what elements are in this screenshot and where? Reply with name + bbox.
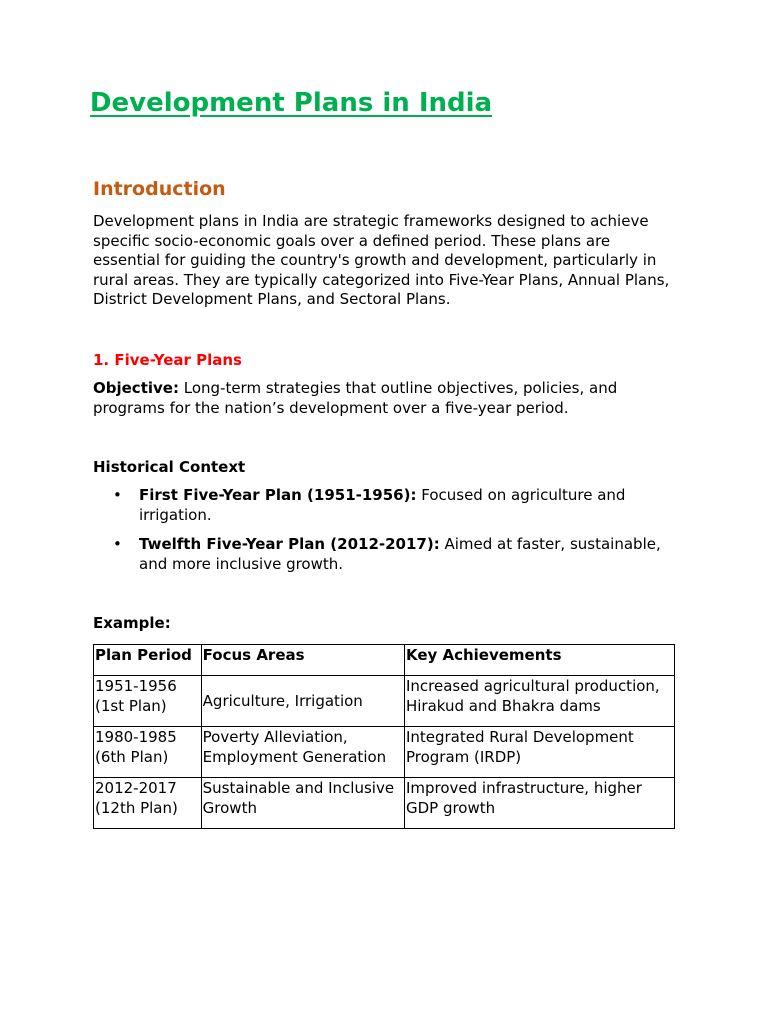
bullet-icon: • <box>113 486 122 504</box>
document-title: Development Plans in India <box>89 88 493 118</box>
cell-focus-areas: Poverty Alleviation, Employment Generation <box>201 727 404 778</box>
table-row <box>94 727 675 778</box>
column-header-focus-areas: Focus Areas <box>201 645 404 676</box>
list-item-label: Twelfth Five-Year Plan (2012-2017): <box>139 535 440 554</box>
list-item-text: Focused on agriculture and irrigation. <box>139 486 626 524</box>
introduction-heading: Introduction <box>93 178 226 200</box>
cell-key-achievements: Increased agricultural production, Hirakud and Bhakra dams <box>404 676 674 727</box>
cell-focus-areas: Sustainable and Inclusive Growth <box>201 778 404 829</box>
historical-context-list <box>93 486 675 584</box>
historical-context-heading: Historical Context <box>93 458 246 476</box>
example-heading: Example: <box>93 614 171 632</box>
table-header-row <box>94 645 675 676</box>
objective-label: Objective: <box>93 379 179 397</box>
cell-key-achievements: Integrated Rural Development Program (IRDP) <box>404 727 674 778</box>
list-item-label: First Five-Year Plan (1951-1956): <box>139 486 417 504</box>
column-header-plan-period: Plan Period <box>94 645 202 676</box>
bullet-icon: • <box>113 535 122 554</box>
cell-plan-period: 1951-1956 (1st Plan) <box>94 676 202 727</box>
plans-table <box>93 644 675 829</box>
objective-text: Long-term strategies that outline objectives, policies, and programs for the nation’s development over a five-year period. <box>93 379 618 417</box>
list-item <box>93 535 675 574</box>
cell-focus-areas: Agriculture, Irrigation <box>201 676 404 727</box>
table-row <box>94 778 675 829</box>
objective-paragraph <box>93 379 675 418</box>
cell-plan-period: 1980-1985 (6th Plan) <box>94 727 202 778</box>
list-item <box>93 486 675 525</box>
five-year-plans-heading: 1. Five-Year Plans <box>93 351 242 369</box>
column-header-key-achievements: Key Achievements <box>404 645 674 676</box>
table-row <box>94 676 675 727</box>
list-item-text: Aimed at faster, sustainable, and more inclusive growth. <box>139 535 661 573</box>
introduction-paragraph: Development plans in India are strategic frameworks designed to achieve specific socio-economic goals over a defined period. These plans are essential for guiding the country's growth and development, particularly in rural areas. They are typically categorized into Five-Year Plans, Annual Plans, District Development Plans, and Sectoral Plans. <box>93 212 670 309</box>
cell-plan-period: 2012-2017 (12th Plan) <box>94 778 202 829</box>
cell-key-achievements: Improved infrastructure, higher GDP growth <box>404 778 674 829</box>
